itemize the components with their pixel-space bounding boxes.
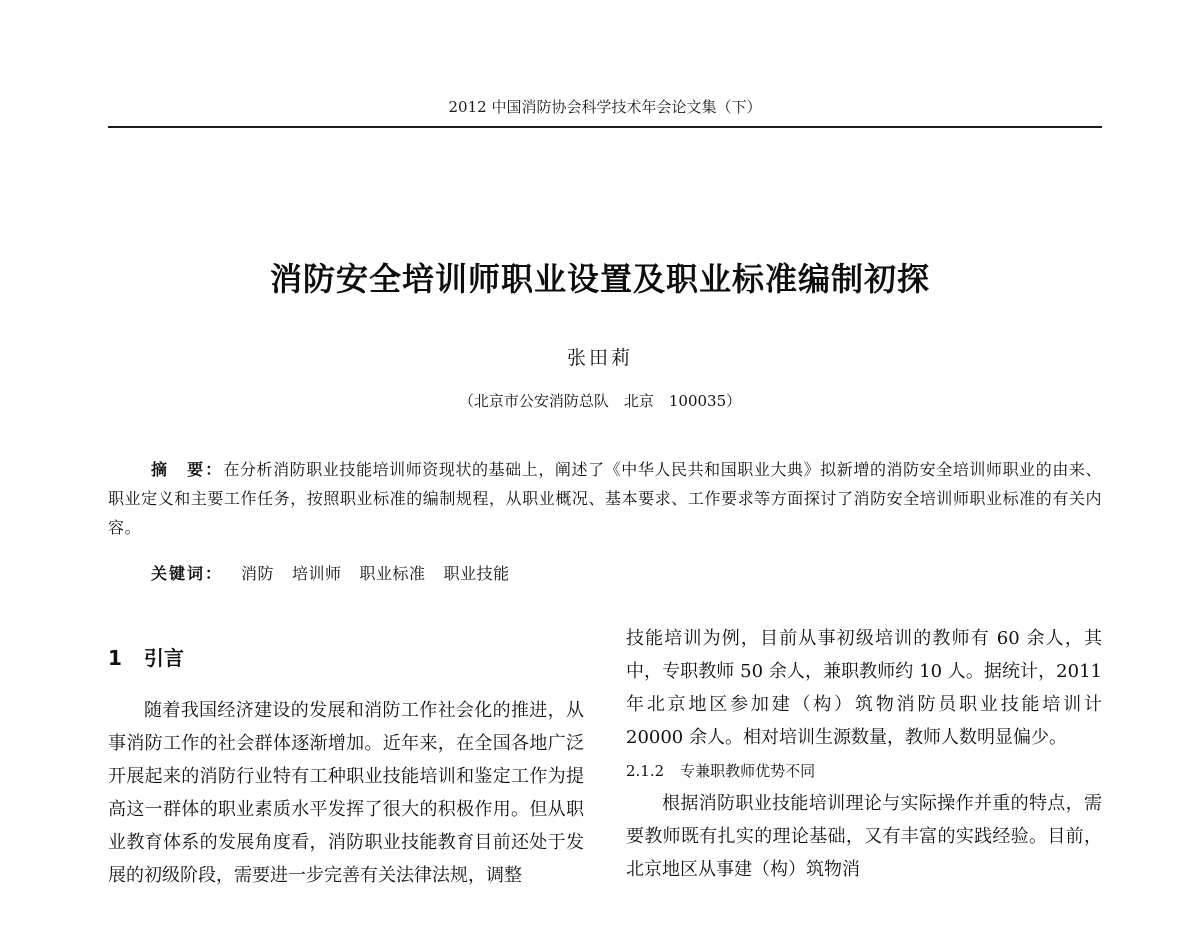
keyword: 职业技能 <box>443 564 510 583</box>
right-column <box>626 622 1102 886</box>
body-paragraph: 随着我国经济建设的发展和消防工作社会化的推进，从事消防工作的社会群体逐渐增加。近年来，在全国各地广泛开展起来的消防行业特有工种职业技能培训和鉴定工作为提高这一群体的职业素质水平发挥了很大的积极作用。但从职业教育体系的发展角度看，消防职业技能教育目前还处于发展的初级阶段，需要进一步完善有关法律法规，调整 <box>108 700 584 886</box>
subsection-heading <box>626 757 1102 785</box>
running-head: 2012 中国消防协会科学技术年会论文集（下） <box>448 98 762 116</box>
section-heading <box>108 642 584 674</box>
left-column <box>108 622 584 892</box>
keyword: 职业标准 <box>359 564 426 583</box>
keyword: 消防 <box>241 564 275 583</box>
subsection-title: 专兼职教师优势不同 <box>680 762 816 780</box>
body-paragraph: 技能培训为例，目前从事初级培训的教师有 60 余人，其中，专职教师 50 余人，兼职教师约 10 人。据统计，2011 年北京地区参加建（构）筑物消防员职业技能培训计 20000 余人。相对培训生源数量，教师人数明显偏少。 <box>626 628 1102 748</box>
subsection-number: 2.1.2 <box>626 762 665 780</box>
paper-title: 消防安全培训师职业设置及职业标准编制初探 <box>269 260 930 298</box>
keyword: 培训师 <box>292 564 342 583</box>
keywords-label: 关键词： <box>151 564 224 583</box>
keywords <box>151 560 1101 588</box>
section-number: 1 <box>108 646 122 670</box>
abstract <box>108 455 1102 542</box>
body-paragraph: 根据消防职业技能培训理论与实际操作并重的特点，需要教师既有扎实的理论基础，又有丰富的实践经验。目前，北京地区从事建（构）筑物消 <box>626 793 1102 880</box>
header-rule <box>108 126 1102 128</box>
author-name: 张田莉 <box>566 347 633 369</box>
section-title: 引言 <box>143 646 184 670</box>
abstract-text: 在分析消防职业技能培训师资现状的基础上，阐述了《中华人民共和国职业大典》拟新增的消防安全培训师职业的由来、职业定义和主要工作任务，按照职业标准的编制规程，从职业概况、基本要求、工作要求等方面探讨了消防安全培训师职业标准的有关内容。 <box>108 460 1102 537</box>
author-affiliation: （北京市公安消防总队 北京 100035） <box>458 392 742 410</box>
abstract-label: 摘 要： <box>151 460 224 479</box>
